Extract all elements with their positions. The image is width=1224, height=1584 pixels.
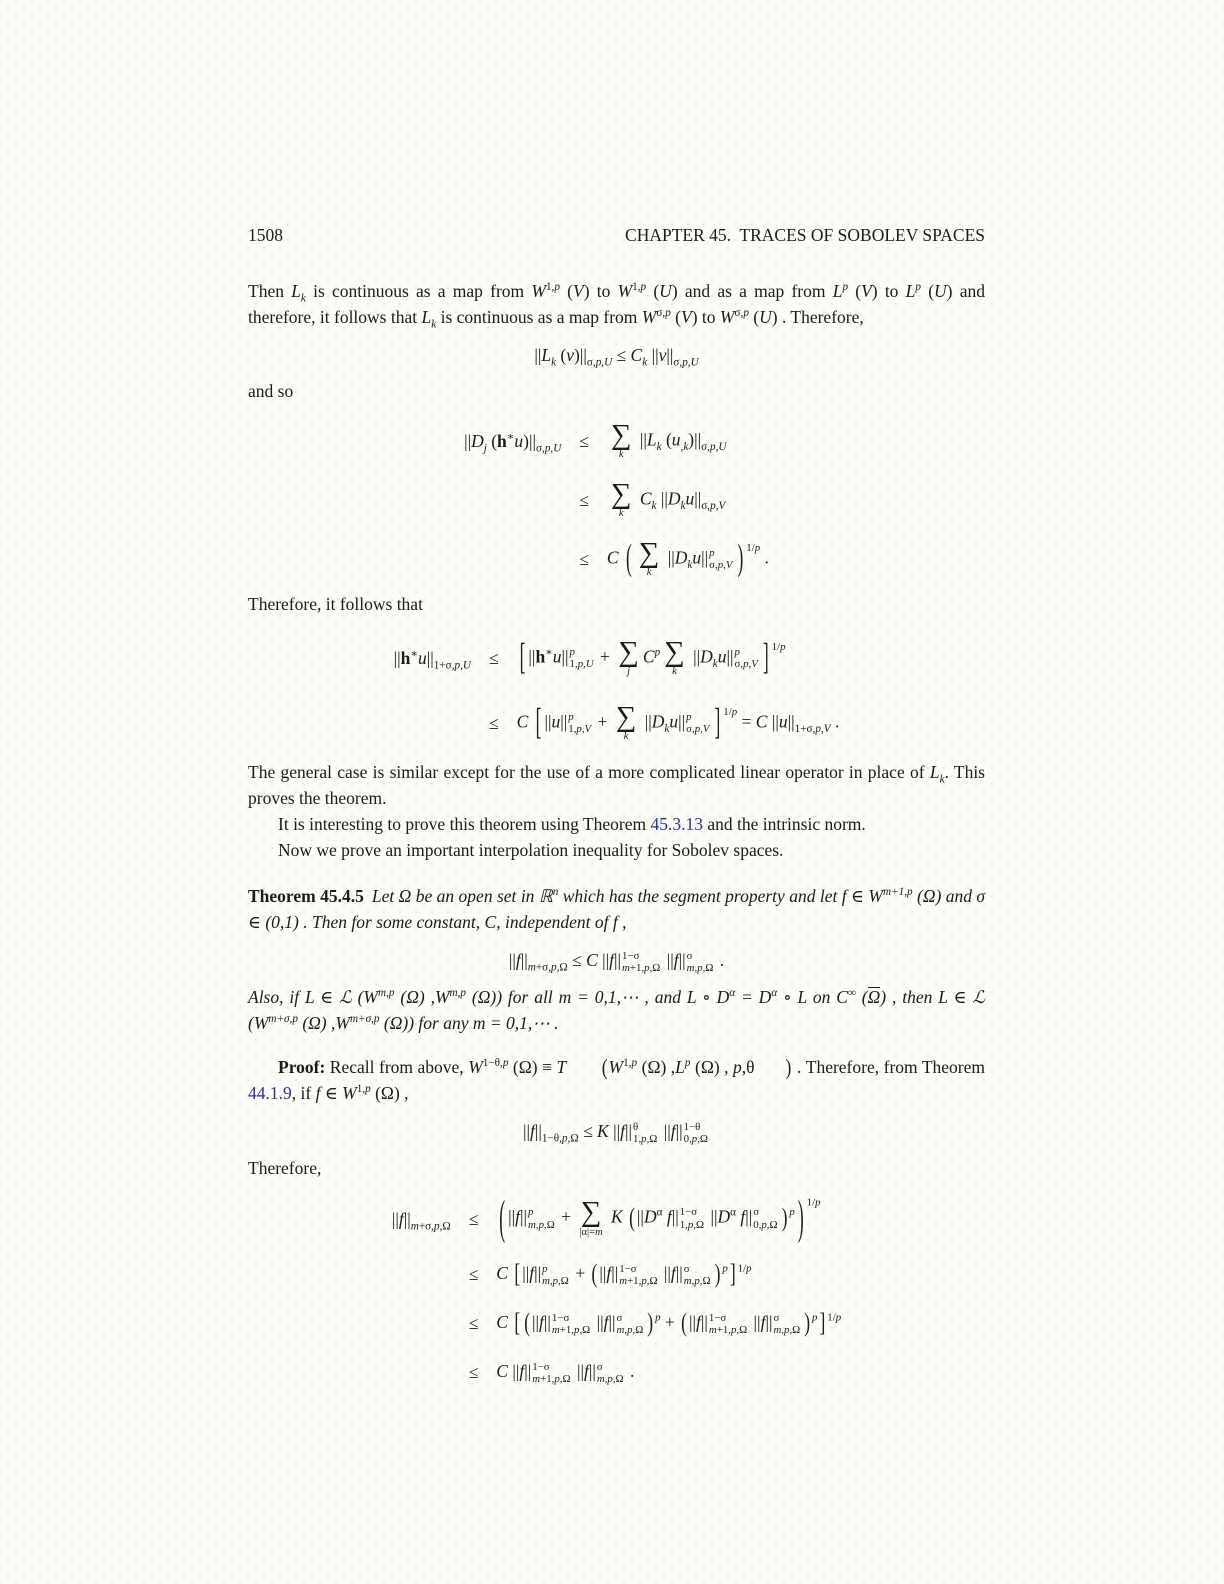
equation-rel: ≤ [488,648,499,669]
equation-lhs: $||h^∗u||_{1+\sigma,p,U}$ [393,648,471,672]
page-number: 1508 [248,225,283,245]
equation-rhs: C [ ||f|| p m,p,Ω + ( ||f|| 1−σ m+1,p,Ω ||f|| σ m,p,Ω ) $^p$ ] $^{1/p}$ [496,1258,752,1289]
equation-rhs: ∑ k $C_k$ $||D_ku||_{\sigma,p,V}$ [610,477,726,520]
paragraph-and-so: and so [248,381,294,401]
equation-rhs: C [ ( ||f|| 1−σ m+1,p,Ω ||f|| σ m,p,Ω ) $^p$ + ( ||f|| 1−σ m+1,p,Ω ||f|| σ m,p,Ω ) $^p$ ] $^{1/p}$ [496,1307,842,1338]
equation-rel: ≤ [579,549,589,570]
equation-rel: ≤ [488,713,499,734]
paragraph-now-we-prove: Now we prove an important interpolation inequality for Sobolev spaces. [278,839,784,860]
equation-rel: ≤ [579,431,589,452]
theorem-label: Theorem 45.4.5 [248,885,364,906]
paragraph-therefore-follows: Therefore, it follows that [248,593,423,614]
equation-lhs: $||f||_{m+\sigma,p,\Omega}$ [391,1208,451,1233]
equation-rhs: ∑ k $||L_k$ $(u_{,k})||_{\sigma,p,U}$ [610,419,727,461]
paragraph-interesting: It is interesting to prove this theorem using Theorem 45.3.13 and the intrinsic norm. [278,813,866,834]
equation-rhs: ( ||f|| p m,p,Ω + ∑ |α|=m K ( $||D^\alpha$ f|| 1−σ 1,p,Ω $||D^\alpha$ f|| σ 0,p,Ω ) $^p$ ) $^{1/p}$ [499,1189,821,1244]
chapter-title: CHAPTER 45. TRACES OF SOBOLEV SPACES [625,225,985,245]
equation-rhs: C ||f|| 1−σ m+1,p,Ω ||f|| σ m,p,Ω . [496,1361,635,1386]
theorem-continuation: Also, if L ∈ ℒ ($W^{m,p}$ (Ω) $,W^{m,p}$ (Ω)) for all m = 0,1,⋯ , and L ∘ $D^\alpha = D^\alpha$ ∘ L on C∞ (Ω) , then L ∈ ℒ ($W^{m+\sigma,p}$ (Ω) $,W^{m+\sigma,p}$ (Ω)) for any m = 0,1,⋯ . [248,986,986,1033]
theorem-ref-link-44-1-9[interactable]: 44.1.9 [248,1082,292,1103]
equation-block-Dj [248,419,985,579]
equation-lhs: $||D_j$ $(h^∗u)||_{\sigma,p,U}$ [464,431,562,455]
equation-Lk-bound: $||L_k$ $(v)||_{\sigma,p,U} \le C_k$ $||v||_{\sigma,p,U}$ [534,345,699,369]
paragraph-intro: Then $L_k$ is continuous as a map from W$^{1,p}$ (V) to W$^{1,p}$ (U) and as a map from $L^p$ (V) to $L^p$ (U) and therefore, it follows that $L_k$ is continuous as a map from $W^{\sigma,p}$ (V) to $W^{\sigma,p}$ (U) . Therefore, [248,281,985,331]
proof-paragraph: Proof: Recall from above, $W^{1-\theta,p}$ (Ω) ≡ T ($W^{1,p}$ (Ω) $,L^p$ (Ω) , p,θ ) . Therefore, from Theorem 44.1.9, if f ∈ W$^{1,p}$ (Ω) , [248,1054,985,1103]
proof-equation: $||f||_{1-\theta,p,\Omega} \le K$ ||f|| θ 1,p,Ω ||f|| 1−θ 0,p,Ω [523,1120,708,1145]
equation-rhs: C ( ∑ k $||D_ku||$ p σ,p,V ) $^{1/p}$ . [606,536,769,579]
theorem-45-4-5 [248,883,985,935]
equation-rhs: [ ||h∗u|| p 1,p,U + ∑ j $C^p$ ∑ k $||D_ku||$ p σ,p,V ] $^{1/p}$ [519,635,786,678]
equation-rel: ≤ [468,1361,479,1382]
equation-block-hstar [248,635,985,743]
equation-rel: ≤ [468,1263,479,1284]
equation-rel: ≤ [579,490,589,511]
theorem-ref-link-45-3-13[interactable]: 45.3.13 [650,813,703,834]
page-content [248,222,985,1385]
equation-rel: ≤ [468,1208,479,1229]
equation-rel: ≤ [468,1312,479,1333]
equation-rhs: C [ ||u|| p 1,p,V + ∑ k $||D_ku||$ p σ,p,V ] $^{1/p}$ = C $||u||_{1+\sigma,p,V}$ . [516,700,840,743]
paragraph-general-case: The general case is similar except for the use of a more complicated linear operator in place of $L_k$. This proves the theorem. [248,761,985,808]
theorem-statement: Let Ω be an open set in ℝ$^n$ which has the segment property and let f ∈ $W^{m+1,p}$ (Ω) and σ ∈ (0,1) . Then for some constant, C, independent of f , [248,885,986,932]
page-header [248,222,985,248]
theorem-equation: $||f||_{m+\sigma,p,\Omega} \le C$ ||f|| 1−σ m+1,p,Ω ||f|| σ m,p,Ω . [508,949,725,974]
paragraph-therefore-2: Therefore, [248,1158,322,1179]
equation-block-interpolation [248,1189,985,1386]
